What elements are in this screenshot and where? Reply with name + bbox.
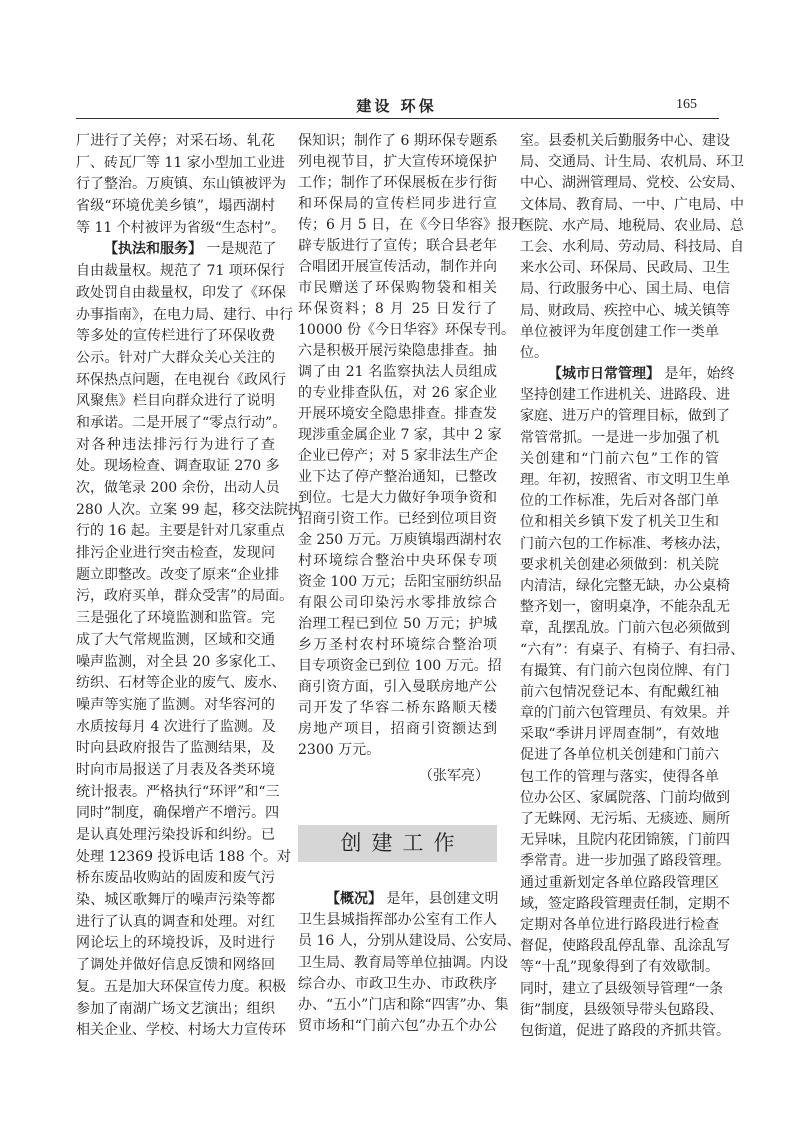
paragraph-text: 一是规范了 xyxy=(202,241,277,258)
text-line: 时向市局报送了月表及各类环境 xyxy=(76,761,275,778)
text-line: 网论坛上的环境投诉，及时进行 xyxy=(76,935,275,952)
text-line: 现涉重金属企业 7 家，其中 2 家 xyxy=(298,427,502,443)
text-line: 等多处的宣传栏进行了环保收费 xyxy=(76,328,275,345)
text-line: 10000 份《今日华容》环保专刊。 xyxy=(298,322,515,338)
text-line: 办、“五小”门店和除“四害”办、集 xyxy=(298,996,509,1013)
text-line: 包街道，促进了路段的齐抓共管。 xyxy=(520,1022,730,1039)
text-line: 门前六包的工作标准、考核办法， xyxy=(520,535,730,552)
text-line: 金 250 万元。万庾镇塌西湖村农 xyxy=(298,532,502,548)
text-line: 处理 12369 投诉电话 188 个。对 xyxy=(76,848,292,865)
text-line: 办事指南》，在电力局、建行、中行 xyxy=(76,306,293,323)
text-line: 有限公司印染污水零排放综合 xyxy=(298,595,497,611)
text-line: 等 11 个村被评为省级“生态村”。 xyxy=(76,219,286,236)
text-line: 目专项资金已到位 100 万元。招 xyxy=(298,658,502,674)
text-line: 市民赠送了环保购物袋和相关 xyxy=(298,280,497,296)
text-line: 关创建和“门前六包”工作的管 xyxy=(520,450,719,467)
text-line: 染、城区歌舞厅的噪声污染等都 xyxy=(76,892,275,909)
text-line: 位办公区、家属院落、门前均做到 xyxy=(520,789,730,806)
text-line: 噪声等实施了监测。对华容河的 xyxy=(76,696,275,713)
text-line: 和环保局的宣传栏同步进行宣 xyxy=(298,196,497,212)
text-line: 室。县委机关后勤服务中心、建设 xyxy=(520,133,730,149)
author-credit: （张军亮） xyxy=(419,768,489,784)
text-line: 280 人次。立案 99 起，移交法院执 xyxy=(76,501,302,518)
text-line: 桥东废品收购站的固废和废气污 xyxy=(76,870,275,887)
text-line: 企业已停产；对 5 家非法生产企 xyxy=(298,448,498,464)
text-line: 是认真处理污染投诉和纠纷。已 xyxy=(76,827,275,843)
column-3 xyxy=(520,131,745,1042)
text-line: 水质按每月 4 次进行了监测。及 xyxy=(76,718,276,735)
text-line xyxy=(76,239,275,261)
text-line: 位。 xyxy=(520,344,548,361)
text-line: 传；6 月 5 日，在《今日华容》报开 xyxy=(298,217,526,233)
text-line: 治理工程已到位 50 万元；护城 xyxy=(298,616,497,632)
text-line: 同时”制度，确保增产不增污。四 xyxy=(76,805,280,822)
column-2 xyxy=(298,131,526,787)
text-line: 厂、砖瓦厂等 11 家小型加工业进 xyxy=(76,154,285,171)
text-line: 污，政府买单，群众受害”的局面。 xyxy=(76,588,294,605)
text-line: 卫生局、教育局等单位抽调。内设 xyxy=(298,954,508,971)
text-line: 村环境综合整治中央环保专项 xyxy=(298,553,497,569)
text-line: 员 16 人，分别从建设局、公安局、 xyxy=(298,933,521,950)
text-line: 题立即整改。改变了原来“企业排 xyxy=(76,566,280,583)
running-title: 建设 环保 xyxy=(356,97,437,115)
text-line: 行的 16 起。主要是针对几家重点 xyxy=(76,523,285,540)
paragraph-heading: 【执法和服务】 xyxy=(104,241,202,258)
text-line: 街”制度，县级领导带头包路段、 xyxy=(520,1001,724,1018)
text-line: 促进了各单位机关创建和门前六 xyxy=(520,747,719,764)
text-line: 卫生县城指挥部办公室有工作人 xyxy=(298,912,497,929)
text-line: 乡万圣村农村环境综合整治项 xyxy=(298,637,497,653)
text-line: 局、财政局、疾控中心、城关镇等 xyxy=(520,302,730,319)
text-line: 中心、湖洲管理局、党校、公安局、 xyxy=(520,175,744,192)
text-line: “六有”：有桌子、有椅子、有扫帚、 xyxy=(520,641,745,658)
text-line: 有撮箕、有门前六包岗位牌、有门 xyxy=(520,662,730,679)
text-line: 复。五是加大环保宣传力度。积极 xyxy=(76,978,286,995)
text-line: 的专业排查队伍，对 26 家企业 xyxy=(298,385,497,401)
text-line: 采取“季讲月评周查制”，有效地 xyxy=(520,726,719,743)
column-2-section xyxy=(298,889,521,1037)
text-line: 位和相关乡镇下发了机关卫生和 xyxy=(520,514,719,531)
text-line: 相关企业、学校、村场大力宣传环 xyxy=(76,1022,286,1039)
text-line: 医院、水产局、地税局、农业局、总 xyxy=(520,217,744,234)
text-line: 同时，建立了县级领导管理“一条 xyxy=(520,980,724,997)
header-rule xyxy=(76,118,719,119)
text-line: 章的门前六包管理员、有效果。并 xyxy=(520,705,730,722)
text-line: 和承诺。二是开展了“零点行动”。 xyxy=(76,414,287,431)
text-line xyxy=(520,364,735,385)
text-line: 前六包情况登记本、有配戴红袖 xyxy=(520,683,719,700)
text-line: 了调处并做好信息反馈和网络回 xyxy=(76,957,275,974)
text-line: 进行了认真的调查和处理。对红 xyxy=(76,913,275,930)
text-line: 统计报表。严格执行“环评”和“三 xyxy=(76,783,280,800)
paragraph-text: 是年，县创建文明 xyxy=(382,891,499,907)
text-line: 保知识；制作了 6 期环保专题系 xyxy=(298,133,498,149)
text-line: 对各种违法排污行为进行了查 xyxy=(76,436,275,453)
text-line: 季常青。进一步加强了路段管理。 xyxy=(520,853,730,870)
column-1 xyxy=(76,131,302,1042)
text-line: 纺织、石材等企业的废气、废水、 xyxy=(76,675,286,692)
text-line xyxy=(298,889,497,910)
text-line: 六是积极开展污染隐患排查。抽 xyxy=(298,343,497,359)
text-line: 整齐划一，窗明桌净，不能杂乱无 xyxy=(520,599,730,616)
text-line: 省级“环境优美乡镇”，塌西湖村 xyxy=(76,198,275,215)
text-line: 环保资料；8 月 25 日发行了 xyxy=(298,301,497,317)
paragraph-text: 是年，始终 xyxy=(660,366,735,383)
text-line: 要求机关创建必须做到：机关院 xyxy=(520,556,719,573)
text-line: 环保热点问题，在电视台《政风行 xyxy=(76,371,286,388)
text-line: 排污企业进行突击检查，发现问 xyxy=(76,545,275,562)
text-line: 来水公司、环保局、民政局、卫生 xyxy=(520,260,730,277)
text-line: 开展环境安全隐患排查。排查发 xyxy=(298,406,497,422)
text-line: 资金 100 万元；岳阳宝丽纺织品 xyxy=(298,574,502,590)
text-line: 调了由 21 名监察执法人员组成 xyxy=(298,364,497,380)
text-line: 风聚焦》栏目向群众进行了说明 xyxy=(76,393,275,410)
text-line: 局、交通局、计生局、农机局、环卫 xyxy=(520,154,744,171)
text-line: 公示。针对广大群众关心关注的 xyxy=(76,349,275,366)
text-line: 工会、水利局、劳动局、科技局、自 xyxy=(520,238,744,255)
text-line: 工作；制作了环保展板在步行街 xyxy=(298,175,497,191)
text-line: 合唱团开展宣传活动，制作并向 xyxy=(298,259,497,275)
text-line: 招商引资工作。已经到位项目资 xyxy=(298,511,497,527)
text-line: 处。现场检查、调查取证 270 多 xyxy=(76,458,280,475)
text-line: 三是强化了环境监测和监管。完 xyxy=(76,610,275,627)
text-line: 到位。七是大力做好争项争资和 xyxy=(298,490,497,506)
text-line: 督促，使路段乱停乱靠、乱涂乱写 xyxy=(520,938,730,955)
text-line: 贸市场和“门前六包”办五个办公 xyxy=(298,1018,497,1035)
text-line: 时向县政府报告了监测结果，及 xyxy=(76,740,275,757)
text-line: 司开发了华容二桥东路顺天楼 xyxy=(298,700,497,716)
text-line: 列电视节目，扩大宣传环境保护 xyxy=(298,154,497,170)
text-line: 无异味，且院内花团锦簇，门前四 xyxy=(520,832,730,849)
text-line: 域，签定路段管理责任制，定期不 xyxy=(520,895,730,912)
paragraph-heading: 【概况】 xyxy=(326,891,382,907)
text-line: 参加了南湖广场文艺演出；组织 xyxy=(76,1000,275,1017)
text-line: 家庭、进万户的管理目标，做到了 xyxy=(520,408,730,425)
text-line: 文体局、教育局、一中、广电局、中 xyxy=(520,196,744,213)
text-line: 位的工作标准，先后对各部门单 xyxy=(520,493,719,510)
text-line: 2300 万元。 xyxy=(298,742,381,758)
text-line: 单位被评为年度创建工作一类单 xyxy=(520,323,719,340)
text-line: 房地产项目，招商引资额达到 xyxy=(298,721,497,737)
page-number: 165 xyxy=(676,97,697,112)
paragraph-heading: 【城市日常管理】 xyxy=(548,366,660,383)
text-line: 理。年初，按照省、市文明卫生单 xyxy=(520,472,730,488)
text-line: 局、行政服务中心、国土局、电信 xyxy=(520,281,730,298)
text-line: 坚持创建工作进机关、进路段、进 xyxy=(520,387,730,404)
text-line: 噪声监测，对全县 20 多家化工、 xyxy=(76,653,285,670)
text-line: 通过重新划定各单位路段管理区 xyxy=(520,874,719,891)
text-line: 辟专版进行了宣传；联合县老年 xyxy=(298,238,497,254)
text-line: 成了大气常规监测，区域和交通 xyxy=(76,631,275,648)
text-line: 次，做笔录 200 余份，出动人员 xyxy=(76,480,280,496)
text-line: 了无蛛网、无污垢、无痰迹、厕所 xyxy=(520,811,730,827)
text-line: 厂进行了关停；对采石场、轧花 xyxy=(76,133,275,149)
text-line: 常管常抓。一是进一步加强了机 xyxy=(520,429,719,446)
text-line: 包工作的管理与落实，使得各单 xyxy=(520,768,719,785)
text-line: 业下达了停产整治通知，已整改 xyxy=(298,469,497,485)
text-line: 自由裁量权。规范了 71 项环保行 xyxy=(76,263,285,280)
text-line: 商引资方面，引入曼联房地产公 xyxy=(298,679,497,695)
text-line: 等“十乱”现象得到了有效歇制。 xyxy=(520,959,719,976)
section-heading: 创建工作 xyxy=(298,825,497,862)
text-line: 内清洁，绿化完整无缺，办公桌椅 xyxy=(520,577,730,594)
text-line: 政处罚自由裁量权，印发了《环保 xyxy=(76,284,286,301)
text-line: 章，乱摆乱放。门前六包必须做到 xyxy=(520,620,730,637)
text-line: 行了整治。万庾镇、东山镇被评为 xyxy=(76,176,286,193)
text-line: 定期对各单位进行路段进行检查 xyxy=(520,916,719,933)
text-line: 综合办、市政卫生办、市政秩序 xyxy=(298,975,497,992)
